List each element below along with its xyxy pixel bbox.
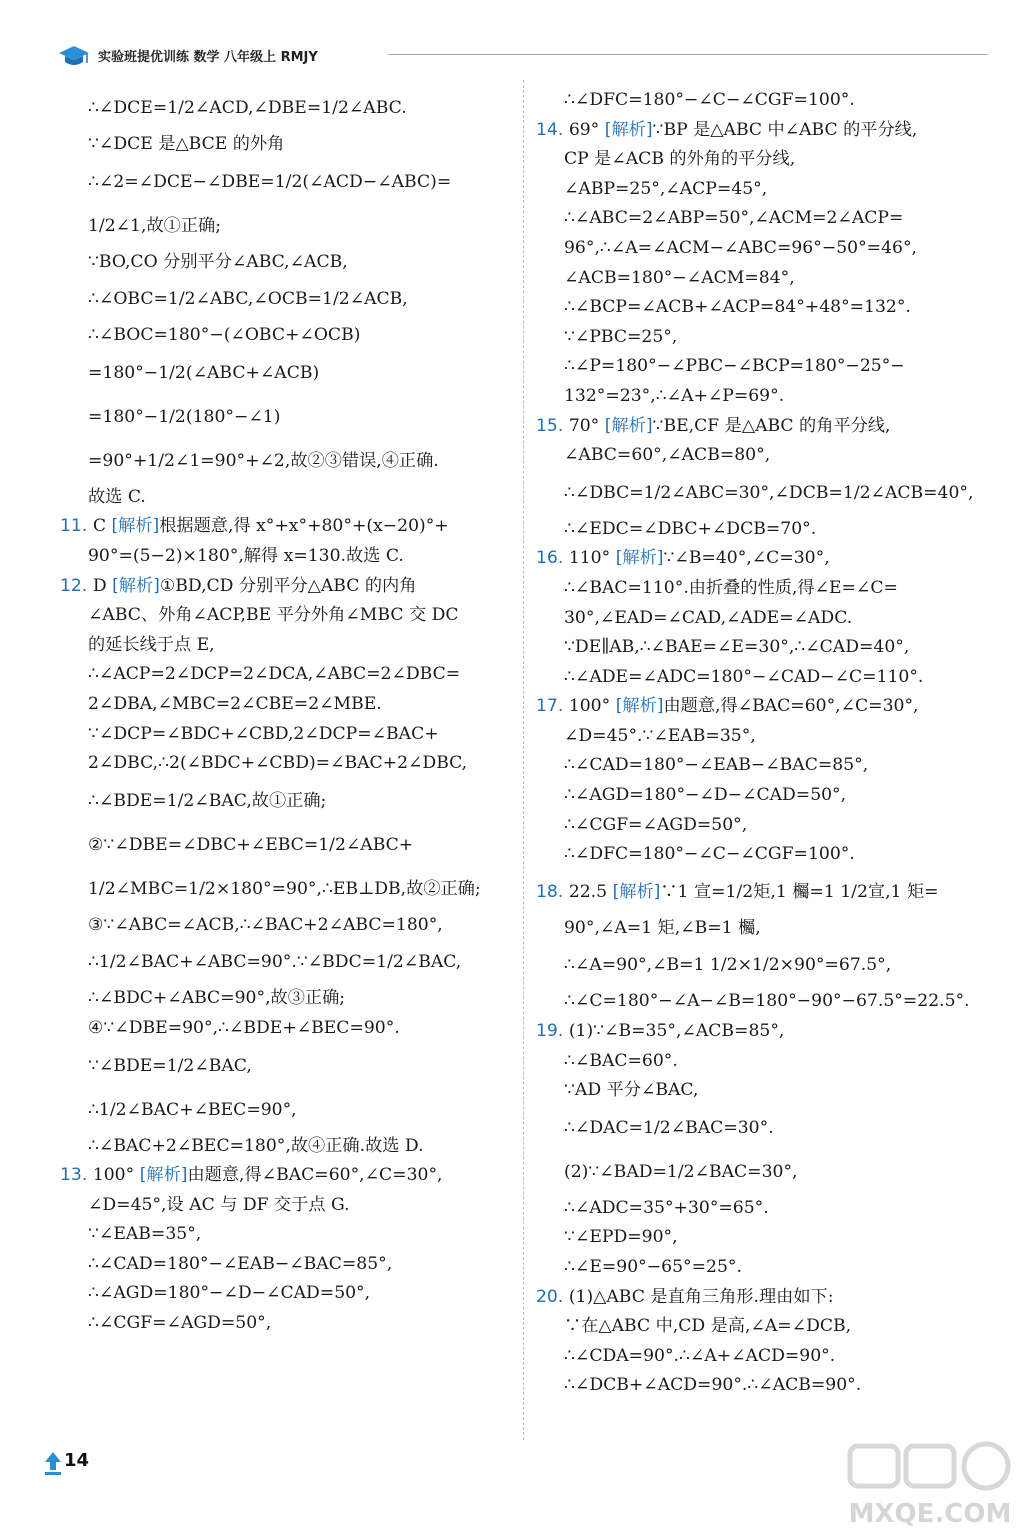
solution-line (536, 145, 988, 175)
line-text: ∵∠PBC=25°, (564, 326, 678, 347)
watermark-text: MXQE.COM (848, 1499, 1012, 1529)
line-text: ∴∠P=180°−∠PBC−∠BCP=180°−25°− (564, 356, 905, 377)
solution-line (60, 720, 512, 750)
line-text: ∴∠BAC=60°. (564, 1050, 678, 1071)
line-text: 30°,∠EAD=∠CAD,∠ADE=∠ADC. (564, 607, 853, 628)
line-text: ∵∠DCE 是△BCE 的外角 (88, 134, 285, 154)
line-text: 由题意,得∠BAC=60°,∠C=30°, (187, 1165, 443, 1186)
line-text: ∠D=45°.∵∠EAB=35°, (564, 725, 756, 746)
solution-line (536, 840, 988, 870)
solution-line (60, 321, 512, 351)
line-text: ∵1 宣=1/2矩,1 欘=1 1/2宣,1 矩= (660, 881, 939, 902)
solution-line (60, 160, 512, 204)
problem-number: 13. (60, 1165, 88, 1186)
solution-line (60, 749, 512, 779)
line-text: ∴∠CGF=∠AGD=50°, (88, 1313, 272, 1334)
solution-line (536, 1194, 988, 1224)
analysis-tag: [解析] (615, 696, 664, 717)
solution-line (536, 471, 988, 515)
solution-line (60, 1044, 512, 1088)
line-text: ∴∠A=90°,∠B=1 1/2×1/2×90°=67.5°, (564, 955, 892, 976)
column-divider (523, 80, 524, 1440)
solution-line (536, 781, 988, 811)
line-text: ∠ACB=180°−∠ACM=84°, (564, 267, 795, 288)
solution-line (60, 1191, 512, 1221)
line-text: ∴∠E=90°−65°=25°. (564, 1257, 742, 1277)
line-text: ∴∠DFC=180°−∠C−∠CGF=100°. (564, 90, 855, 110)
header-rule (388, 54, 988, 55)
line-text: ∴∠BDC+∠ABC=90°,故③正确; (88, 988, 346, 1009)
solution-line (536, 264, 988, 294)
solution-line (536, 1223, 988, 1253)
line-text: ∴1/2∠BAC+∠BEC=90°, (88, 1099, 297, 1120)
line-text: ∴∠CAD=180°−∠EAB−∠BAC=85°, (564, 755, 869, 776)
line-text: ∵DE∥AB,∴∠BAE=∠E=30°,∴∠CAD=40°, (564, 637, 910, 658)
solution-line (60, 204, 512, 248)
solution-line (60, 823, 512, 867)
line-text: ∠D=45°,设 AC 与 DF 交于点 G. (88, 1194, 350, 1215)
line-text: ②∵∠DBE=∠DBC+∠EBC=1/2∠ABC+ (88, 834, 414, 855)
solution-line (536, 86, 988, 116)
answer: C (92, 516, 106, 537)
line-text: 90°=(5−2)×180°,解得 x=130.故选 C. (88, 545, 404, 566)
solution-line (536, 1253, 988, 1283)
line-text: 1/2∠1,故①正确; (88, 215, 222, 236)
solution-line (536, 1106, 988, 1150)
line-text: ∴∠ADE=∠ADC=180°−∠CAD−∠C=110°. (564, 666, 924, 687)
solution-line (60, 690, 512, 720)
solution-line (60, 1309, 512, 1339)
solution-line (60, 572, 512, 602)
problem-number: 16. (536, 548, 564, 569)
solution-line (536, 116, 988, 146)
line-text: 2∠DBC,∴2(∠BDC+∠CBD)=∠BAC+2∠DBC, (88, 753, 468, 774)
line-text: ∴∠BAC+2∠BEC=180°,故④正确.故选 D. (88, 1135, 424, 1156)
solution-line (536, 574, 988, 604)
page-footer (44, 1448, 100, 1478)
answer: 110° (568, 548, 611, 569)
solution-line (536, 1342, 988, 1372)
line-text: ∵∠B=40°,∠C=30°, (663, 548, 830, 569)
line-text: 根据题意,得 x°+x°+80°+(x−20)°+ (159, 516, 449, 537)
solution-line (60, 1161, 512, 1191)
line-text: ∴∠DCE=1/2∠ACD,∠DBE=1/2∠ABC. (88, 98, 407, 118)
line-text: ∠ABC=60°,∠ACB=80°, (564, 445, 771, 466)
solution-line (536, 870, 988, 914)
solution-line (536, 692, 988, 722)
line-text: 2∠DBA,∠MBC=2∠CBE=2∠MBE. (88, 693, 382, 714)
solution-line (60, 1088, 512, 1132)
solution-line (536, 382, 988, 412)
line-text: ∵在△ABC 中,CD 是高,∠A=∠DCB, (564, 1316, 852, 1337)
line-text: ∴∠DBC=1/2∠ABC=30°,∠DCB=1/2∠ACB=40°, (564, 482, 974, 503)
line-text: (2)∵∠BAD=1/2∠BAC=30°, (564, 1161, 798, 1182)
graduation-cap-icon (58, 42, 90, 70)
line-text: ∴∠C=180°−∠A−∠B=180°−90°−67.5°=22.5°. (564, 991, 970, 1012)
line-text: ∴∠CDA=90°.∴∠A+∠ACD=90°. (564, 1345, 836, 1366)
answer: 22.5 (568, 881, 608, 902)
line-text: 90°,∠A=1 矩,∠B=1 欘, (564, 917, 761, 938)
answer: D (92, 575, 107, 596)
analysis-tag: [解析] (612, 881, 661, 902)
solution-line (536, 1047, 988, 1077)
solution-line (60, 1250, 512, 1280)
solution-line (536, 544, 988, 574)
line-text: 故选 C. (88, 486, 146, 507)
solution-line (60, 1132, 512, 1162)
analysis-tag: [解析] (139, 1165, 188, 1186)
solution-line (60, 248, 512, 278)
solution-line (536, 1017, 988, 1047)
line-text: CP 是∠ACB 的外角的平分线, (564, 149, 796, 170)
line-text: ∴∠AGD=180°−∠D−∠CAD=50°, (564, 785, 847, 806)
problem-number: 15. (536, 415, 564, 436)
solution-line (60, 984, 512, 1014)
arrow-up-icon (44, 1450, 62, 1476)
solution-line (60, 277, 512, 321)
line-text: ∴∠AGD=180°−∠D−∠CAD=50°, (88, 1283, 371, 1304)
line-text: ∠ABC、外角∠ACP,BE 平分外角∠MBC 交 DC (88, 605, 459, 626)
line-text: ∵AD 平分∠BAC, (564, 1080, 699, 1101)
line-text: ∵BP 是△ABC 中∠ABC 的平分线, (652, 119, 918, 140)
line-text: ∴1/2∠BAC+∠ABC=90°.∵∠BDC=1/2∠BAC, (88, 952, 462, 973)
analysis-tag: [解析] (604, 415, 653, 436)
solution-line (536, 204, 988, 234)
answer: 70° (568, 415, 600, 436)
solution-line (536, 515, 988, 545)
solution-line (60, 631, 512, 661)
analysis-tag: [解析] (111, 516, 160, 537)
solution-line (536, 722, 988, 752)
problem-number: 19. (536, 1021, 564, 1042)
solution-line (536, 412, 988, 442)
solution-line (536, 1312, 988, 1342)
solution-line (536, 352, 988, 382)
line-text: ∴∠BDE=1/2∠BAC,故①正确; (88, 790, 327, 811)
solution-line (60, 395, 512, 439)
line-text: (1)△ABC 是直角三角形.理由如下: (568, 1286, 834, 1307)
line-text: 的延长线于点 E, (88, 634, 215, 655)
left-column (60, 86, 512, 1339)
line-text: ∴∠CGF=∠AGD=50°, (564, 814, 748, 835)
solution-line (536, 1150, 988, 1194)
line-text: ∴∠2=∠DCE−∠DBE=1/2(∠ACD−∠ABC)= (88, 171, 452, 192)
solution-line (60, 779, 512, 823)
line-text: ∵∠EAB=35°, (88, 1224, 202, 1245)
solution-line (536, 663, 988, 693)
line-text: ③∵∠ABC=∠ACB,∴∠BAC+2∠ABC=180°, (88, 914, 443, 935)
solution-line (60, 601, 512, 631)
watermark-logo (840, 1440, 1020, 1530)
solution-line (536, 293, 988, 323)
page-header (58, 42, 988, 70)
analysis-tag: [解析] (615, 548, 664, 569)
line-text: ∴∠BOC=180°−(∠OBC+∠OCB) (88, 325, 361, 346)
solution-line (60, 542, 512, 572)
line-text: =90°+1/2∠1=90°+∠2,故②③错误,④正确. (88, 450, 439, 471)
problem-number: 14. (536, 119, 564, 140)
line-text: ∵BE,CF 是△ABC 的角平分线, (652, 415, 891, 436)
solution-line (60, 911, 512, 941)
line-text: ∴∠ABC=2∠ABP=50°,∠ACM=2∠ACP= (564, 208, 904, 229)
solution-line (536, 234, 988, 264)
problem-number: 11. (60, 516, 88, 537)
problem-number: 18. (536, 881, 564, 902)
line-text: ∴∠DAC=1/2∠BAC=30°. (564, 1117, 774, 1138)
solution-line (536, 1371, 988, 1401)
line-text: 由题意,得∠BAC=60°,∠C=30°, (663, 696, 919, 717)
answer: 100° (568, 696, 611, 717)
solution-line (536, 633, 988, 663)
line-text: ④∵∠DBE=90°,∴∠BDE+∠BEC=90°. (88, 1017, 400, 1038)
solution-line (536, 751, 988, 781)
solution-line (60, 130, 512, 160)
line-text: 1/2∠MBC=1/2×180°=90°,∴EB⊥DB,故②正确; (88, 878, 481, 899)
solution-line (60, 1014, 512, 1044)
solution-line (536, 987, 988, 1017)
line-text: ∵∠DCP=∠BDC+∠CBD,2∠DCP=∠BAC+ (88, 723, 439, 744)
line-text: ∴∠ACP=2∠DCP=2∠DCA,∠ABC=2∠DBC= (88, 664, 461, 685)
line-text: ∴∠OBC=1/2∠ABC,∠OCB=1/2∠ACB, (88, 289, 408, 310)
page-number: 14 (64, 1450, 90, 1471)
solution-line (536, 811, 988, 841)
solution-line (60, 1220, 512, 1250)
problem-number: 12. (60, 575, 88, 596)
solution-line (60, 439, 512, 483)
line-text: ∵BO,CO 分别平分∠ABC,∠ACB, (88, 251, 348, 272)
line-text: ∵∠BDE=1/2∠BAC, (88, 1055, 252, 1076)
solution-line (60, 86, 512, 130)
line-text: ∴∠DFC=180°−∠C−∠CGF=100°. (564, 844, 855, 865)
line-text: ∴∠EDC=∠DBC+∠DCB=70°. (564, 518, 817, 539)
answer: 100° (92, 1165, 135, 1186)
solution-line (60, 351, 512, 395)
problem-number: 20. (536, 1286, 564, 1307)
line-text: ①BD,CD 分别平分△ABC 的内角 (159, 575, 417, 596)
solution-line (60, 660, 512, 690)
solution-line (536, 175, 988, 205)
solution-line (536, 604, 988, 634)
line-text: (1)∵∠B=35°,∠ACB=85°, (568, 1021, 785, 1042)
solution-line (536, 1076, 988, 1106)
line-text: ∴∠BAC=110°.由折叠的性质,得∠E=∠C= (564, 577, 898, 598)
line-text: ∵∠EPD=90°, (564, 1227, 678, 1248)
solution-line (60, 1279, 512, 1309)
solution-line (60, 483, 512, 513)
solution-line (536, 323, 988, 353)
right-column (536, 86, 988, 1401)
line-text: ∠ABP=25°,∠ACP=45°, (564, 178, 768, 199)
line-text: ∴∠CAD=180°−∠EAB−∠BAC=85°, (88, 1253, 393, 1274)
header-title: 实验班提优训练 数学 八年级上 RMJY (98, 50, 318, 65)
line-text: =180°−1/2(∠ABC+∠ACB) (88, 362, 320, 383)
answer: 69° (568, 119, 600, 140)
line-text: ∴∠ADC=35°+30°=65°. (564, 1197, 769, 1218)
solution-line (536, 943, 988, 987)
problem-number: 17. (536, 696, 564, 717)
solution-line (536, 914, 988, 944)
solution-line (60, 867, 512, 911)
line-text: 132°=23°,∴∠A+∠P=69°. (564, 385, 785, 406)
line-text: =180°−1/2(180°−∠1) (88, 406, 281, 427)
analysis-tag: [解析] (604, 119, 653, 140)
solution-line (536, 1283, 988, 1313)
solution-line (536, 441, 988, 471)
line-text: 96°,∴∠A=∠ACM−∠ABC=96°−50°=46°, (564, 237, 918, 258)
solution-line (60, 512, 512, 542)
solution-line (60, 940, 512, 984)
line-text: ∴∠BCP=∠ACB+∠ACP=84°+48°=132°. (564, 297, 911, 318)
analysis-tag: [解析] (112, 575, 160, 596)
line-text: ∴∠DCB+∠ACD=90°.∴∠ACB=90°. (564, 1375, 862, 1396)
